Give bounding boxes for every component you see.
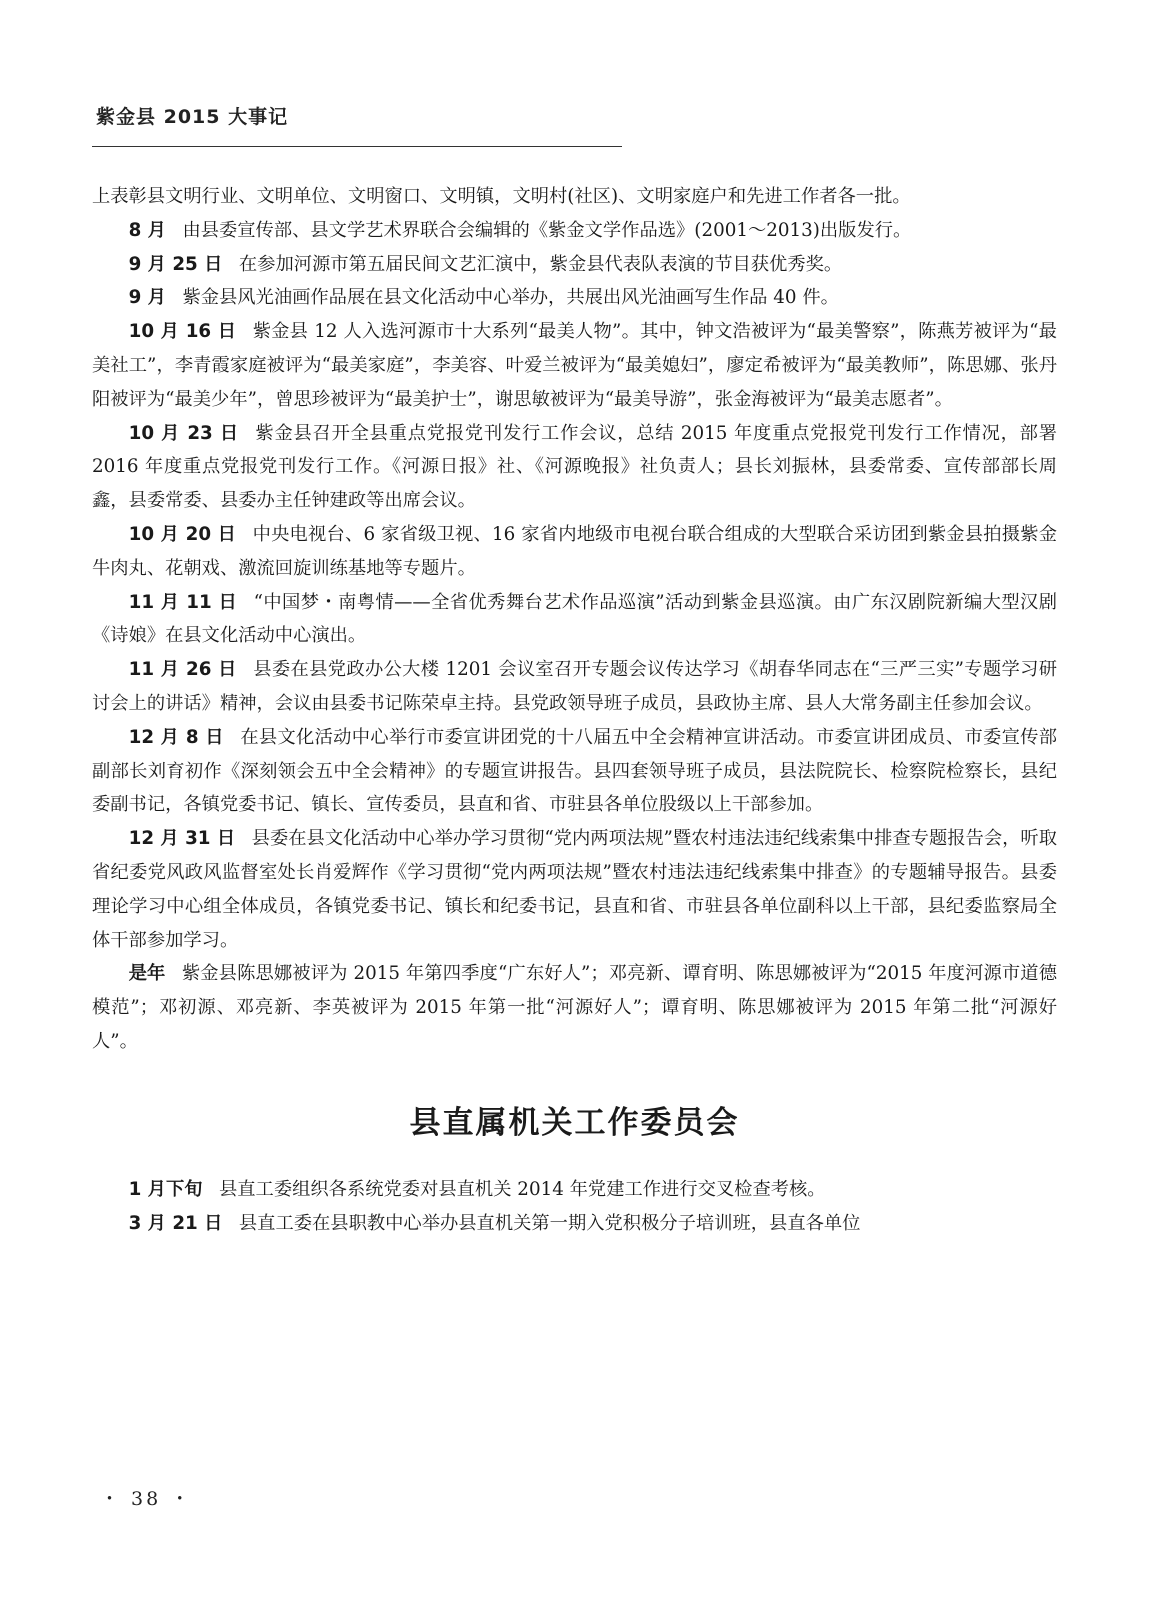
entry bbox=[92, 417, 1057, 518]
entry-text: “中国梦・南粤情——全省优秀舞台艺术作品巡演”活动到紫金县巡演。由广东汉剧院新编大型汉剧《诗娘》在县文化活动中心演出。 bbox=[92, 591, 1057, 647]
entry-date: 8 月 bbox=[128, 219, 166, 241]
entry-date: 11 月 26 日 bbox=[128, 659, 237, 681]
entry-text: 在县文化活动中心举行市委宣讲团党的十八届五中全会精神宣讲活动。市委宣讲团成员、市委宣传部副部长刘育初作《深刻领会五中全会精神》的专题宣讲报告。县四套领导班子成员，县法院院长、检察院检察长，县纪委副书记，各镇党委书记、镇长、宣传委员，县直和省、市驻县各单位股级以上干部参加。 bbox=[92, 726, 1057, 816]
entry-continuation bbox=[92, 180, 1057, 214]
entry bbox=[92, 653, 1057, 721]
entry-text: 在参加河源市第五届民间文艺汇演中，紫金县代表队表演的节目获优秀奖。 bbox=[238, 253, 843, 275]
entry bbox=[92, 822, 1057, 957]
entry-text: 中央电视台、6 家省级卫视、16 家省内地级市电视台联合组成的大型联合采访团到紫金县拍摄紫金牛肉丸、花朝戏、激流回旋训练基地等专题片。 bbox=[92, 523, 1057, 579]
entry-date: 10 月 16 日 bbox=[128, 321, 237, 343]
entry-date: 1 月下旬 bbox=[128, 1178, 203, 1200]
page-body bbox=[92, 180, 1057, 1240]
entry bbox=[92, 1173, 1057, 1207]
entry-text: 紫金县陈思娜被评为 2015 年第四季度“广东好人”；邓亮新、谭育明、陈思娜被评为“2015 年度河源市道德模范”；邓初源、邓亮新、李英被评为 2015 年第一批“河源好人”；谭育明、陈思娜被评为 2015 年第二批“河源好人”。 bbox=[92, 963, 1057, 1052]
entry-text: 县直工委组织各系统党委对县直机关 2014 年党建工作进行交叉检查考核。 bbox=[219, 1178, 826, 1200]
entry bbox=[92, 957, 1057, 1058]
entry bbox=[92, 721, 1057, 822]
entry-text: 县直工委在县职教中心举办县直机关第一期入党积极分子培训班，县直各单位 bbox=[238, 1212, 861, 1234]
entry-date: 9 月 25 日 bbox=[128, 253, 223, 275]
entry bbox=[92, 586, 1057, 654]
entry bbox=[92, 281, 1057, 315]
entry bbox=[92, 315, 1057, 416]
entry-date: 是年 bbox=[128, 963, 166, 985]
entry bbox=[92, 518, 1057, 586]
entry-text: 县委在县党政办公大楼 1201 会议室召开专题会议传达学习《胡春华同志在“三严三实”专题学习研讨会上的讲话》精神，会议由县委书记陈荣卓主持。县党政领导班子成员，县政协主席、县人大常务副主任参加会议。 bbox=[92, 659, 1057, 714]
section-title: 县直属机关工作委员会 bbox=[409, 1104, 740, 1141]
entry-date: 3 月 21 日 bbox=[128, 1212, 223, 1234]
entry-text: 由县委宣传部、县文学艺术界联合会编辑的《紫金文学作品选》(2001～2013)出版发行。 bbox=[182, 219, 912, 241]
entry-date: 10 月 23 日 bbox=[128, 422, 239, 444]
entry-text: 县委在县文化活动中心举办学习贯彻“党内两项法规”暨农村违法违纪线索集中排查专题报告会，听取省纪委党风政风监督室处长肖爱辉作《学习贯彻“党内两项法规”暨农村违法违纪线索集中排查》的专题辅导报告。县委理论学习中心组全体成员，各镇党委书记、镇长和纪委书记，县直和省、市驻县各单位副科以上干部，县纪委监察局全体干部参加学习。 bbox=[92, 828, 1057, 951]
entry bbox=[92, 1207, 1057, 1241]
entry bbox=[92, 248, 1057, 282]
page-number: ・ 38 ・ bbox=[100, 1488, 193, 1510]
entry-date: 12 月 8 日 bbox=[128, 726, 224, 748]
entries-after bbox=[92, 1173, 1057, 1241]
entry-date: 12 月 31 日 bbox=[128, 828, 236, 850]
entry-text: 紫金县 12 人入选河源市十大系列“最美人物”。其中，钟文浩被评为“最美警察”，陈燕芳被评为“最美社工”，李青霞家庭被评为“最美家庭”，李美容、叶爱兰被评为“最美媳妇”，廖定希被评为“最美教师”，陈思娜、张丹阳被评为“最美少年”，曾思珍被评为“最美护士”，谢思敏被评为“最美导游”，张金海被评为“最美志愿者”。 bbox=[92, 321, 1057, 410]
entry-date: 10 月 20 日 bbox=[128, 523, 237, 545]
running-head-title: 紫金县 2015 大事记 bbox=[96, 106, 289, 128]
header-rule bbox=[92, 146, 622, 147]
entry-text: 紫金县风光油画作品展在县文化活动中心举办，共展出风光油画写生作品 40 件。 bbox=[182, 287, 839, 309]
entries-before bbox=[92, 180, 1057, 1059]
entry bbox=[92, 214, 1057, 248]
entry-text: 紫金县召开全县重点党报党刊发行工作会议，总结 2015 年度重点党报党刊发行工作情况，部署 2016 年度重点党报党刊发行工作。《河源日报》社、《河源晚报》社负责人；县长刘振林，县委常委、宣传部部长周鑫，县委常委、县委办主任钟建政等出席会议。 bbox=[92, 422, 1057, 512]
entry-date: 11 月 11 日 bbox=[128, 591, 238, 613]
entry-date: 9 月 bbox=[128, 287, 166, 309]
entry-text: 上表彰县文明行业、文明单位、文明窗口、文明镇，文明村(社区)、文明家庭户和先进工作者各一批。 bbox=[92, 186, 911, 207]
